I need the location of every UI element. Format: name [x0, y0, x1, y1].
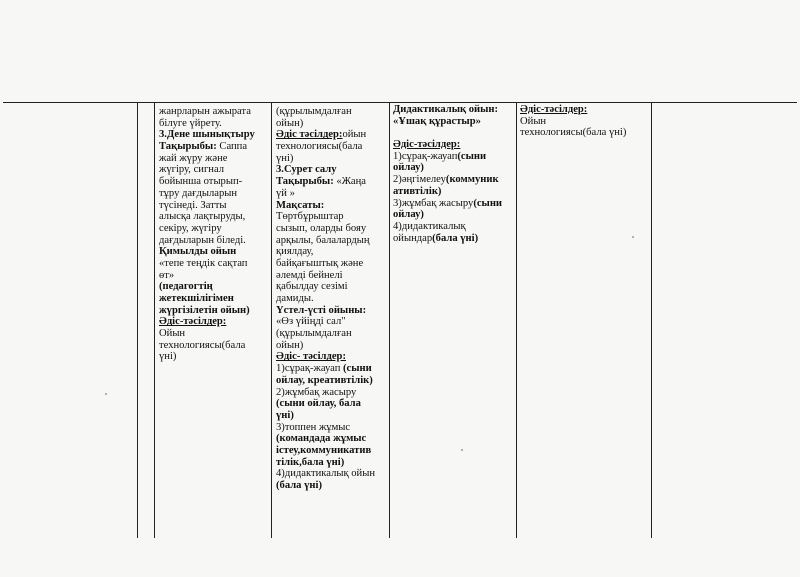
text-line: ойлау): [393, 209, 424, 221]
text-line: 3.Дене шынықтыру: [159, 129, 255, 141]
text-run: (сыни: [343, 363, 372, 375]
text-line: үні): [276, 152, 294, 164]
scan-speck: [105, 393, 107, 395]
text-line: (бала үні): [276, 480, 322, 491]
text-line: алысқа лақтыруды,: [159, 211, 246, 223]
text-line: 4)дидактикалық: [393, 220, 466, 232]
text-line: [276, 129, 375, 141]
table-divider-4: [516, 102, 517, 538]
text-line: қиялдау,: [276, 246, 314, 258]
text-line: «Ұшақ құрастыр»: [393, 115, 481, 127]
text-line: Төртбұрыштар: [276, 211, 344, 223]
text-line: тұру дағдыларын: [159, 187, 238, 199]
text-run: ойындар: [393, 232, 433, 244]
text-line: үні): [159, 351, 177, 363]
text-line: ойлау, креативтілік): [276, 374, 373, 386]
text-line: [393, 233, 502, 245]
text-line: «Өз үйіңді сал": [276, 316, 346, 328]
text-line: (командада жұмыс: [276, 433, 367, 445]
text-line: Мақсаты:: [276, 199, 325, 211]
text-line: [276, 176, 375, 188]
text-line: арқылы, балалардың: [276, 234, 370, 246]
text-run: 1)сұрақ-жауап: [393, 150, 458, 162]
text-line: байқағыштық және: [276, 257, 364, 269]
table-divider-1: [154, 102, 155, 538]
text-line: Қимылды ойын: [159, 246, 237, 258]
text-line: сызып, оларды бояу: [276, 222, 367, 234]
text-run: Тақырыбы:: [276, 176, 334, 188]
text-line: ойлау): [393, 162, 424, 174]
scan-speck: [461, 449, 463, 451]
cell-didactic-game: [393, 104, 502, 244]
text-line: жүргізілетін ойын): [159, 304, 250, 316]
cell-methods: [520, 104, 626, 139]
table-divider-2: [271, 102, 272, 538]
text-line: жетекшілігімен: [159, 293, 234, 304]
text-line: 4)дидактикалық ойын: [276, 468, 376, 480]
text-line: тілік,бала үні): [276, 456, 345, 468]
text-line: бойынша отырып-: [159, 176, 243, 188]
text-line: 3)топпен жұмыс: [276, 421, 351, 433]
text-line: үй »: [276, 187, 295, 199]
text-run: 2)әңгімелеу: [393, 174, 446, 186]
text-line: әлемді бейнелі: [276, 269, 343, 281]
text-line: қабылдау сезімі: [276, 281, 348, 293]
text-run: (сыни: [473, 197, 503, 209]
text-line: түсінеді. Затты: [159, 199, 227, 211]
text-line: Әдіс-тәсілдер:: [159, 316, 227, 328]
table-top-border: [3, 102, 797, 103]
table-border-left: [137, 102, 138, 538]
text-line: секіру, жүгіру: [159, 222, 222, 234]
text-line: өт»: [159, 269, 175, 281]
table-divider-3: [389, 102, 390, 538]
text-line: жанрларын ажырата: [159, 106, 251, 117]
text-run: ойын: [342, 129, 367, 141]
text-line: [159, 141, 255, 153]
text-line: Ойын: [520, 115, 547, 127]
text-line: 2)жұмбақ жасыру: [276, 386, 357, 398]
cell-physical-education: [159, 106, 255, 363]
text-line: (сыни ойлау, бала: [276, 398, 361, 410]
text-run: (коммуник: [445, 174, 499, 186]
text-line: Ойын: [159, 328, 186, 340]
text-line: дағдыларын біледі.: [159, 234, 246, 246]
text-line: «тепе теңдік сақтап: [159, 257, 248, 269]
text-line: [393, 198, 502, 210]
text-line: Дидактикалық ойын:: [393, 104, 499, 115]
table-divider-5: [651, 102, 652, 538]
text-line: (құрылымдалған: [276, 328, 352, 340]
text-line: [276, 363, 375, 375]
scan-speck: [632, 236, 634, 238]
text-line: ойын): [276, 339, 304, 351]
text-run: (сыни: [457, 150, 487, 162]
text-line: жай жүру және: [159, 152, 228, 164]
text-line: (құрылымдалған: [276, 106, 352, 117]
text-run: Саппа: [216, 141, 248, 153]
text-line: жүгіру, сигнал: [159, 164, 225, 176]
text-line: Әдіс- тәсілдер:: [276, 351, 346, 363]
text-line: Әдіс-тәсілдер:: [520, 104, 588, 115]
text-run: Тақырыбы:: [159, 141, 217, 153]
text-line: технологиясы(бала үні): [520, 127, 627, 139]
text-line: технологиясы(бала: [159, 339, 246, 351]
text-line: [393, 151, 502, 163]
text-line: дамиды.: [276, 293, 314, 304]
text-run: (бала үні): [432, 232, 479, 244]
text-run: «Жаңа: [333, 176, 366, 188]
text-line: білуге үйрету.: [159, 117, 222, 129]
text-line: үні): [276, 409, 294, 421]
text-line: 3.Сурет салу: [276, 164, 337, 176]
text-run: 3)жұмбақ жасыру: [393, 197, 474, 209]
text-line: ативтілік): [393, 185, 442, 197]
cell-drawing-lesson: [276, 106, 375, 492]
text-run: Әдіс тәсілдер:: [276, 129, 343, 141]
text-line: (педагогтің: [159, 281, 213, 293]
text-run: 1)сұрақ-жауап: [276, 363, 344, 375]
text-line: Үстел-үсті ойыны:: [276, 304, 367, 316]
text-line: істеу,коммуникатив: [276, 444, 372, 456]
text-line: [393, 127, 502, 139]
text-line: Әдіс-тәсілдер:: [393, 139, 461, 151]
text-line: [393, 174, 502, 186]
text-line: технологиясы(бала: [276, 141, 363, 153]
text-line: ойын): [276, 117, 304, 129]
